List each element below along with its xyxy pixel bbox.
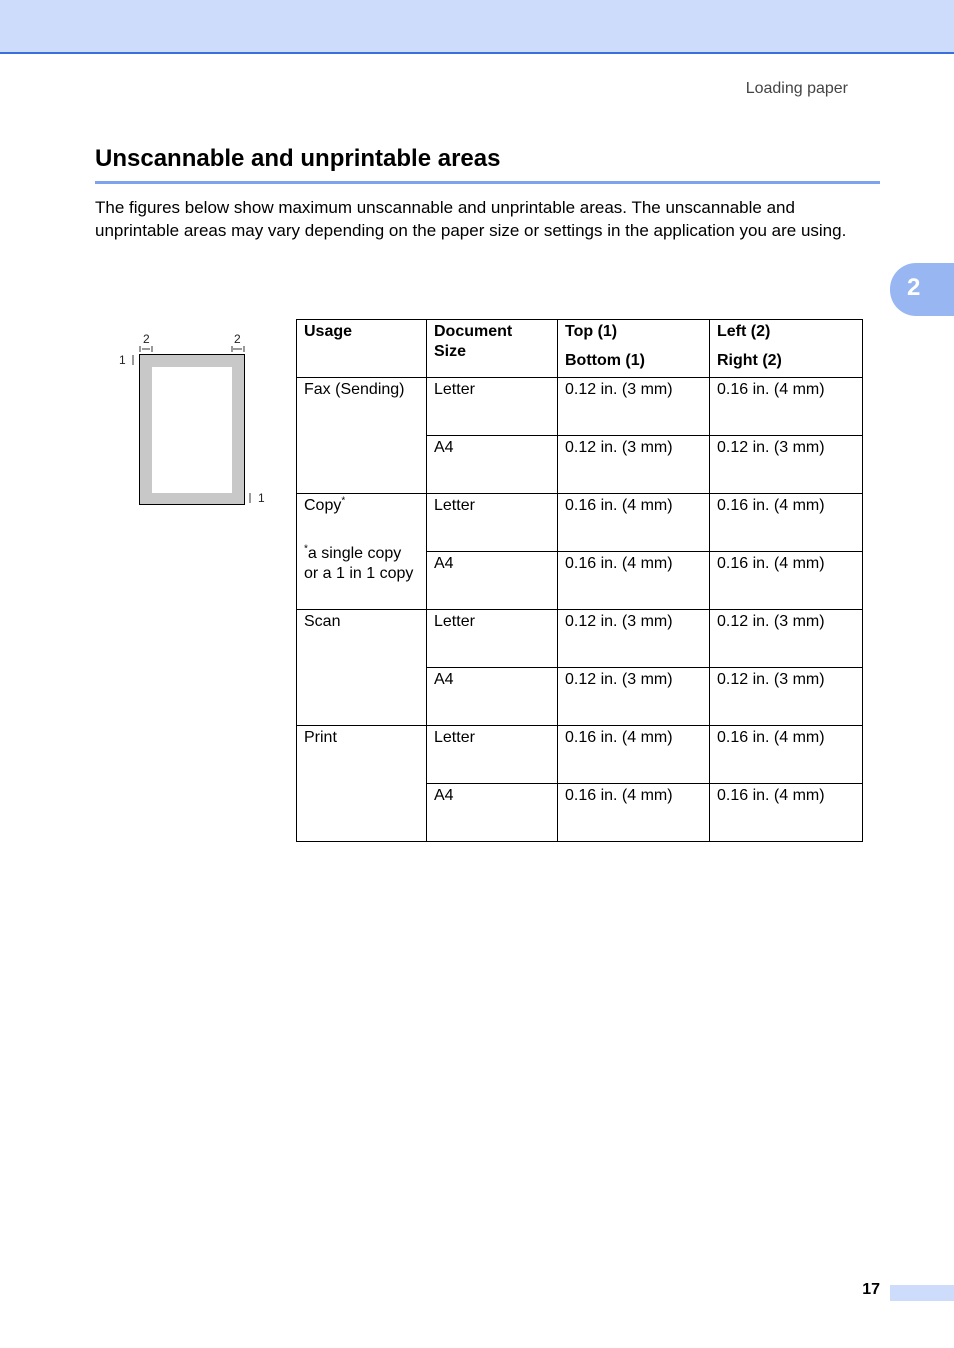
header-left: Left (2) — [717, 323, 771, 340]
size-cell: A4 — [427, 552, 558, 610]
top-bottom-cell: 0.16 in. (4 mm) — [558, 552, 710, 610]
top-bottom-cell: 0.16 in. (4 mm) — [558, 494, 710, 552]
left-right-cell: 0.12 in. (3 mm) — [710, 436, 863, 494]
top-bottom-cell: 0.12 in. (3 mm) — [558, 378, 710, 436]
margin-diagram-svg — [112, 326, 272, 511]
table-row — [297, 378, 863, 436]
left-right-cell: 0.16 in. (4 mm) — [710, 726, 863, 784]
table-row — [297, 494, 863, 552]
header-document-size — [427, 320, 558, 378]
top-bottom-cell: 0.12 in. (3 mm) — [558, 436, 710, 494]
diagram-label-top-right: 2 — [234, 332, 241, 346]
diagram-label-left: 1 — [119, 353, 126, 367]
chapter-number: 2 — [907, 274, 921, 301]
left-right-cell: 0.16 in. (4 mm) — [710, 378, 863, 436]
header-bottom: Bottom (1) — [565, 352, 645, 369]
left-right-cell: 0.16 in. (4 mm) — [710, 494, 863, 552]
left-right-cell: 0.12 in. (3 mm) — [710, 610, 863, 668]
header-right: Right (2) — [717, 352, 782, 369]
footnote-text: a single copy or a 1 in 1 copy — [304, 545, 414, 582]
header-top-bottom — [558, 320, 710, 378]
size-cell: A4 — [427, 668, 558, 726]
header-usage-label: Usage — [304, 323, 353, 340]
printable-area — [152, 367, 232, 493]
intro-paragraph: The figures below show maximum unscannable and unprintable areas. The unscannable and unprintable areas may vary depending on the paper size or settings in the application you are using. — [95, 198, 847, 240]
footnote-mark: * — [304, 543, 308, 555]
size-cell: Letter — [427, 726, 558, 784]
top-bottom-cell: 0.16 in. (4 mm) — [558, 726, 710, 784]
footnote-mark: * — [341, 495, 346, 507]
diagram-label-top-left: 2 — [143, 332, 150, 346]
table-row — [297, 726, 863, 784]
header-top: Top (1) — [565, 323, 618, 340]
header-document-size-line2: Size — [434, 343, 467, 360]
section-title: Unscannable and unprintable areas — [95, 145, 501, 172]
usage-cell: Scan — [297, 610, 427, 726]
size-cell: Letter — [427, 378, 558, 436]
left-right-cell: 0.12 in. (3 mm) — [710, 668, 863, 726]
header-left-right — [710, 320, 863, 378]
left-right-cell: 0.16 in. (4 mm) — [710, 784, 863, 842]
size-cell: A4 — [427, 784, 558, 842]
table-row — [297, 610, 863, 668]
left-right-cell: 0.16 in. (4 mm) — [710, 552, 863, 610]
margins-table — [296, 319, 863, 842]
header-usage — [297, 320, 427, 378]
size-cell: Letter — [427, 494, 558, 552]
header-document-size-line1: Document — [434, 323, 513, 340]
footer-tab — [890, 1285, 954, 1301]
usage-label: Copy — [304, 497, 342, 514]
margin-diagram — [112, 326, 272, 511]
size-cell: Letter — [427, 610, 558, 668]
usage-footnote — [304, 544, 419, 584]
chapter-tab[interactable] — [890, 263, 954, 316]
top-bottom-cell: 0.16 in. (4 mm) — [558, 784, 710, 842]
diagram-label-right: 1 — [258, 491, 265, 505]
header-band — [0, 0, 954, 54]
usage-cell — [297, 494, 427, 610]
size-cell: A4 — [427, 436, 558, 494]
top-bottom-cell: 0.12 in. (3 mm) — [558, 610, 710, 668]
page-number: 17 — [862, 1281, 880, 1298]
top-bottom-cell: 0.12 in. (3 mm) — [558, 668, 710, 726]
running-header: Loading paper — [745, 80, 848, 97]
table-header-row — [297, 320, 863, 378]
usage-cell: Print — [297, 726, 427, 842]
title-rule — [95, 181, 880, 184]
usage-cell: Fax (Sending) — [297, 378, 427, 494]
